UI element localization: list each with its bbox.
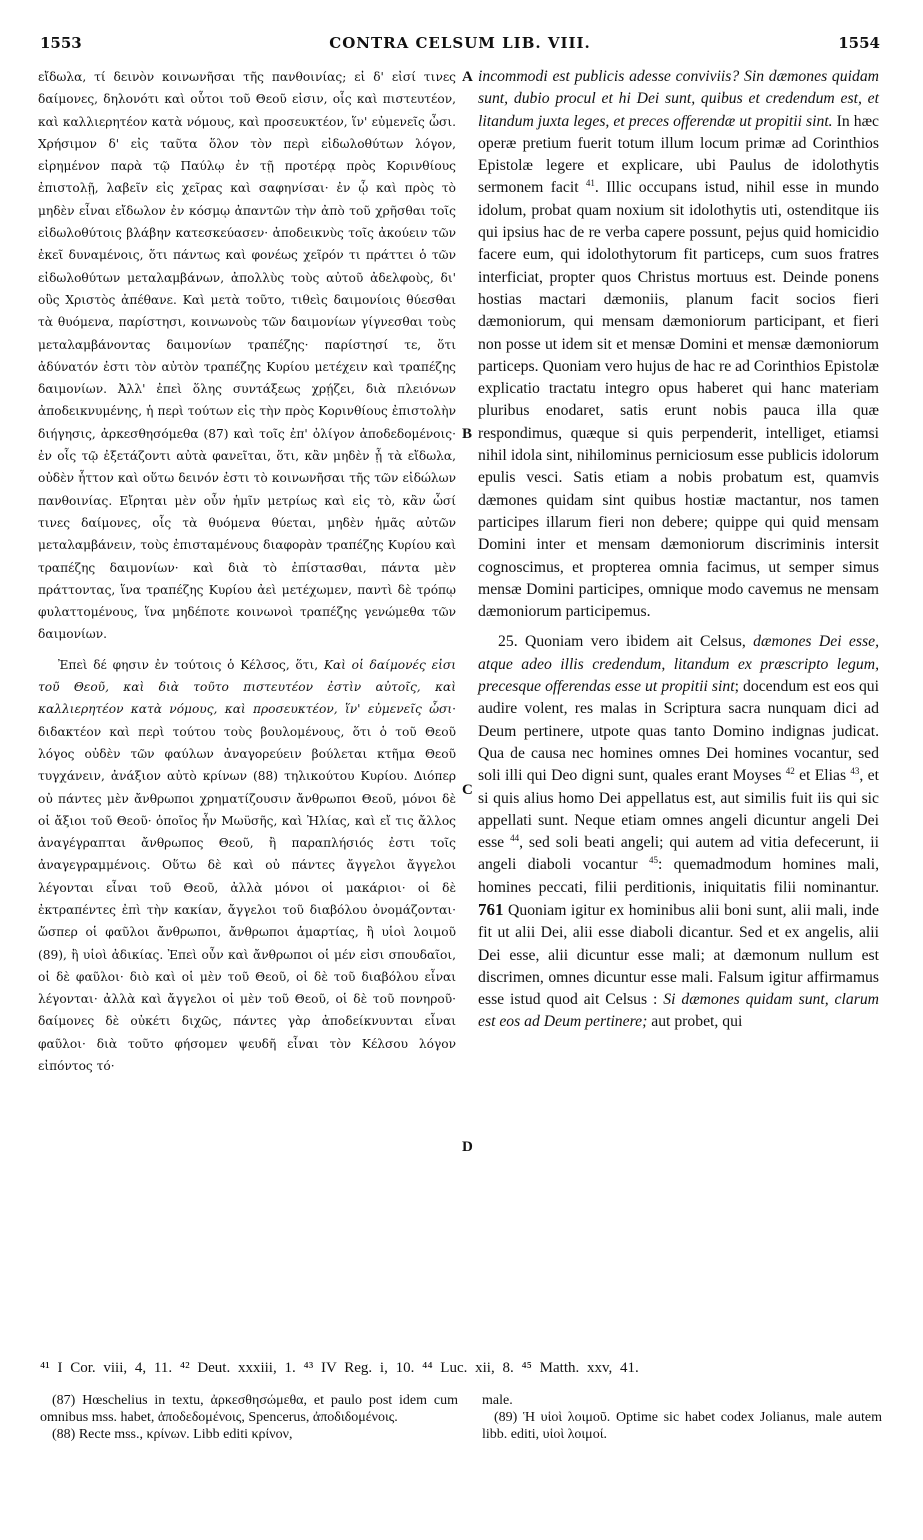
section-number: 25. <box>498 633 525 651</box>
footnotes-right <box>482 1392 882 1443</box>
latin-p2-mid: ; docendum est eos qui audire volent, res malas in Scriptura sacra nunquam dici ad Deum pertinere, utpote quas tanto Domino indignas judicat. Qua de causa nec homines omnes Dei homines vocantur, sed soli illi qui Deo digni sunt, quales erant Moyses <box>478 678 880 785</box>
footnote-88: (88) Recte mss., κρίνων. Libb editi κρίνον, <box>52 1427 293 1442</box>
greek-p2-lead: Ἐπεὶ δέ φησιν ἐν τούτοις ὁ Κέλσος, ὅτι, <box>58 657 324 672</box>
migne-column-number: 761 <box>478 899 504 919</box>
latin-column <box>478 66 879 1034</box>
footnote-ref-44: 44 <box>510 832 520 843</box>
footnote-87: (87) Hœschelius in textu, ἀρκεσθησώμεθα, et paulo post idem cum omnibus mss. habet, ἀποδεδομένοις, Spencerus, ἀποδιδομένοις. <box>40 1393 458 1425</box>
latin-p2-end: Quoniam igitur ex hominibus alii boni sunt, alii mali, inde fit ut alii Dei, alii esse diaboli dicantur. Sed et ex angelis, alii Dei esse, alii dicuntur esse mali; at dæmonum nullum est discrimen, omnes dicuntur esse mali. Falsum igitur affirmamus esse istud quod ait Celsus : <box>478 901 879 1009</box>
latin-paragraph-1 <box>478 66 879 623</box>
margin-marker-b: B <box>462 426 473 442</box>
greek-paragraph-2 <box>38 654 456 1078</box>
latin-p2-quote: dæmones Dei esse, atque adeo illis credendum, litandum ex præscripto legum, precesque offerendas esse ut propitii sint <box>478 633 879 696</box>
latin-p2-mid5: : quemadmodum homines mali, homines peccati, filii perditionis, iniquitatis filii nominantur. <box>478 856 879 896</box>
margin-marker-d: D <box>462 1139 473 1155</box>
greek-paragraph-1: εἴδωλα, τί δεινὸν κοινωνῆσαι τῆς πανθοινίας; εἰ δ' εἰσί τινες δαίμονες, δηλονότι καὶ οὗτοι τοῦ Θεοῦ εἰσιν, οἷς καὶ πιστευτέον, καὶ καλλιερητέον κατὰ νόμους, καὶ προσευκτέον, ἵν' εὐμενεῖς ὦσι. Χρήσιμον δ' εἰς ταῦτα ὅλον τὸν περὶ εἰδωλοθύτων λόγον, εἰρημένον παρὰ τῷ Παύλῳ ἐν τῇ προτέρᾳ πρὸς Κορινθίους ἐπιστολῇ, λαβεῖν εἰς χεῖρας καὶ σαφηνίσαι· ἐν ᾧ καὶ πρὸς τὸ μηδὲν εἶναι εἴδωλον ἐν κόσμῳ ἀπαντῶν τὴν ἀπὸ τοῦ χρῆσθαι τοῖς εἰδωλοθύτοις βλάβην κατεσκεύασεν· ἀποδεικνὺς τοῖς ἀκούειν τῶν ἐκεῖ δυναμένοις, ὅτι πάντως καὶ φονέως χεῖρόν τι πράττει ὁ τῶν εἰδωλοθύτων μεταλαμβάνων, ἀπολλὺς τοὺς αὐτοῦ ἀδελφοὺς, δι' οὓς Χριστὸς ἀπέθανε. Καὶ μετὰ τοῦτο, τιθεὶς δαιμονίοις θύεσθαι τὰ θυόμενα, παρίστησι, κοινωνοὺς τῶν δαιμονίων γίγνεσθαι τοὺς μεταλαμβάνοντας δαιμονίων τραπέζης· παρίστησί τε, ὅτι ἀδύνατόν ἐστι τὸν αὐτὸν τραπέζης Κυρίου μετέχειν καὶ τραπέζης δαιμονίων. Ἀλλ' ἐπεὶ ὅλης συντάξεως χρῄζει, διὰ πλειόνων ἀποδεικνυμένης, ἡ περὶ τούτων εἰς τὴν πρὸς Κορινθίους ἐπιστολὴν διήγησις, ἀρκεσθησόμεθα (87) καὶ τοῖς ἐπ' ὀλίγον ἀποδεδομένοις· ἐν οἷς τῷ ἐξετάζοντι αὐτὰ φανεῖται, ὅτι, κἂν μηδὲν ᾖ τὰ εἴδωλα, οὐδὲν ἧττον καὶ οὕτω δεινόν ἐστι τὸ κοινωνῆσαι τῆς τῶν εἰδώλων πανθοινίας. Εἴρηται μὲν οὖν ἡμῖν μετρίως καὶ εἰς τὸ, κἂν ὦσί τινες δαίμονες, οἷς τὰ θυόμενα θύεται, μηδὲν ἡμᾶς αὐτῶν μεταλαμβάνειν, τοὺς ἐπισταμένους διαφορὰν τραπέζης Κυρίου καὶ τραπέζης δαιμονίων· καὶ διὰ τὸ ἐπίστασθαι, πάντα μὲν πράττοντας, ἵνα τραπέζης Κυρίου ἀεὶ μετέχωμεν, παντὶ δὲ τρόπῳ φυλαττομένους, ἵνα μηδέποτε κοινωνοὶ τραπέζης γενώμεθα τῶν δαιμονίων. <box>38 70 456 642</box>
page-header <box>40 34 880 60</box>
margin-marker-a: A <box>462 69 473 85</box>
latin-p2-mid3: , et si quis alius homo Dei appellatus est, aut similis fuit iis qui sic appellati sunt. Neque etiam omnes angeli dicuntur angeli Dei esse <box>478 767 879 852</box>
page-number-right: 1554 <box>838 34 880 52</box>
footnote-ref-43: 43 <box>850 765 860 776</box>
footnote-89: (89) Ἡ υἱοὶ λοιμοῦ. Optime sic habet codex Jolianus, male autem libb. editi, υἱοὶ λοιμοί. <box>482 1410 882 1442</box>
latin-p1-quote: incommodi est publicis adesse conviviis? Sin dæmones quidam sunt, dubio procul et hi Dei sunt, quibus et credendum est, et litandum juxta leges, et preces offerendæ ut propitii sint. <box>478 68 879 130</box>
latin-p2-mid4: , sed soli beati angeli; qui autem ad vitia defecerunt, ii angeli diaboli vocantur <box>478 834 879 874</box>
latin-paragraph-2 <box>478 631 879 1033</box>
latin-p2-quote2: Si dæmones quidam sunt, clarum est eos ad Deum pertinere; <box>478 991 879 1031</box>
latin-p2-tail: aut probet, qui <box>647 1013 743 1031</box>
running-title: CONTRA CELSUM LIB. VIII. <box>329 34 591 52</box>
latin-p1-rest-b: . Illic occupans istud, nihil esse in mundo idolum, probat quam noxium sit idolothytis uti, ostenditque iis qui ipsius hac de re verba capere possunt, pejus quid homicidio facere eum, qui idolothytorum fit particeps, cum suos fratres interficiat, propter quos Christus mortuus est. Deinde ponens hostias mactari dæmoniis, planum facit socios fieri dæmoniorum, qui mensam dæmoniorum participant, et fieri non posse ut idem sit et mensæ Domini et mensæ dæmoniorum particeps. Quoniam vero hujus de hac re ad Corinthios Epistolæ explicatio tractatu integro opus haberet qui hanc materiam pluribus enodaret, satis erunt nobis pauca illa quæ respondimus, quæque si quis perpenderit, intelliget, etiamsi nihil idola sint, nihilominus perniciosum esse publicis idolorum epulis vesci. Satis etiam a nobis probatum est, quamvis dæmones quidam sint quibus hostiæ mactantur, nos tamen participes illarum fieri non debere; quippe qui quid mensam Domini inter et mensam dæmoniorum discriminis intersit cognoscimus, et propterea omnia facimus, ut semper simus mensæ Domini participes, omnique modo cavemus ne mensam dæmoniorum participemus. <box>478 179 879 621</box>
latin-p1-rest-a: In hæc operæ pretium fuerit totum illum locum primæ ad Corinthios Epistolæ legere et explicare, ubi Paulus de idolothytis sermonem facit <box>478 112 879 197</box>
greek-p2-rest: · διδακτέον καὶ περὶ τούτου τοὺς βουλομένους, ὅτι ὁ τοῦ Θεοῦ λόγος οὐδὲν τῶν φαύλων ἀναγορεύειν βούλεται κτῆμα Θεοῦ τυγχάνειν, ἀνάξιον αὐτὸ κρίνων (88) τηλικούτου Κυρίου. Διόπερ οὐ πάντες μὲν ἄνθρωποι χρηματίζουσιν ἄνθρωποι Θεοῦ, μόνοι δὲ οἱ ἄξιοι τοῦ Θεοῦ· ὁποῖος ἦν Μωϋσῆς, καὶ Ἠλίας, καὶ εἴ τις ἄλλος ἀναγέγραπται ἄνθρωπος Θεοῦ, ἢ παραπλήσιός ἐστι τοῖς ἀναγεγραμμένοις. Οὕτω δὲ καὶ οὐ πάντες ἄγγελοι ἄγγελοι λέγονται εἶναι τοῦ Θεοῦ, ἀλλὰ μόνοι οἱ μακάριοι· οἱ δὲ ἐκτραπέντες ἐπὶ τὴν κακίαν, ἄγγελοι τοῦ διαβόλου ὀνομάζονται· ὥσπερ οἱ φαῦλοι ἄνθρωποι, ἄνθρωποι ἁμαρτίας, ἢ υἱοὶ λοιμοῦ (89), ἢ υἱοὶ ἀδικίας. Ἐπεὶ οὖν καὶ ἄνθρωποι οἱ μέν εἰσι σπουδαῖοι, οἱ δὲ φαῦλοι· διὸ καὶ οἱ μὲν τοῦ Θεοῦ, οἱ δὲ τοῦ διαβόλου εἶναι λέγονται· ἀλλὰ καὶ ἄγγελοι οἱ μὲν τοῦ Θεοῦ, οἱ δὲ τοῦ πονηροῦ· δαίμονες δὲ οὐκέτι διχῶς, πάντες γὰρ ἀποδείκνυνται εἶναι φαῦλοι· διὰ τοῦτο φήσομεν ψευδῆ εἶναι τὸν Κέλσου λόγον εἰπόντος τό· <box>38 702 456 1074</box>
latin-p2-lead: Quoniam vero ibidem ait Celsus, <box>524 633 754 651</box>
greek-column <box>38 66 456 1077</box>
margin-marker-c: C <box>462 782 473 798</box>
footnote-88-continued: male. <box>482 1393 513 1408</box>
scripture-references: ⁴¹ I Cor. viii, 4, 11. ⁴² Deut. xxxiii, 1. ⁴³ IV Reg. i, 10. ⁴⁴ Luc. xii, 8. ⁴⁵ Matth. xxv, 41. <box>40 1360 639 1376</box>
footnotes-left <box>40 1392 458 1443</box>
footnote-ref-45: 45 <box>648 855 658 866</box>
latin-p2-mid2: et Elias <box>794 767 851 785</box>
greek-p2-quote: Καὶ οἱ δαίμονές εἰσι τοῦ Θεοῦ, καὶ διὰ τοῦτο πιστευτέον ἐστὶν αὐτοῖς, καὶ καλλιερητέον κατὰ νόμους, καὶ προσευκτέον, ἵν' εὐμενεῖς ὦσι <box>38 657 456 717</box>
footnote-ref-42: 42 <box>785 765 795 776</box>
page-number-left: 1553 <box>40 34 82 52</box>
footnote-ref-41: 41 <box>585 178 595 189</box>
